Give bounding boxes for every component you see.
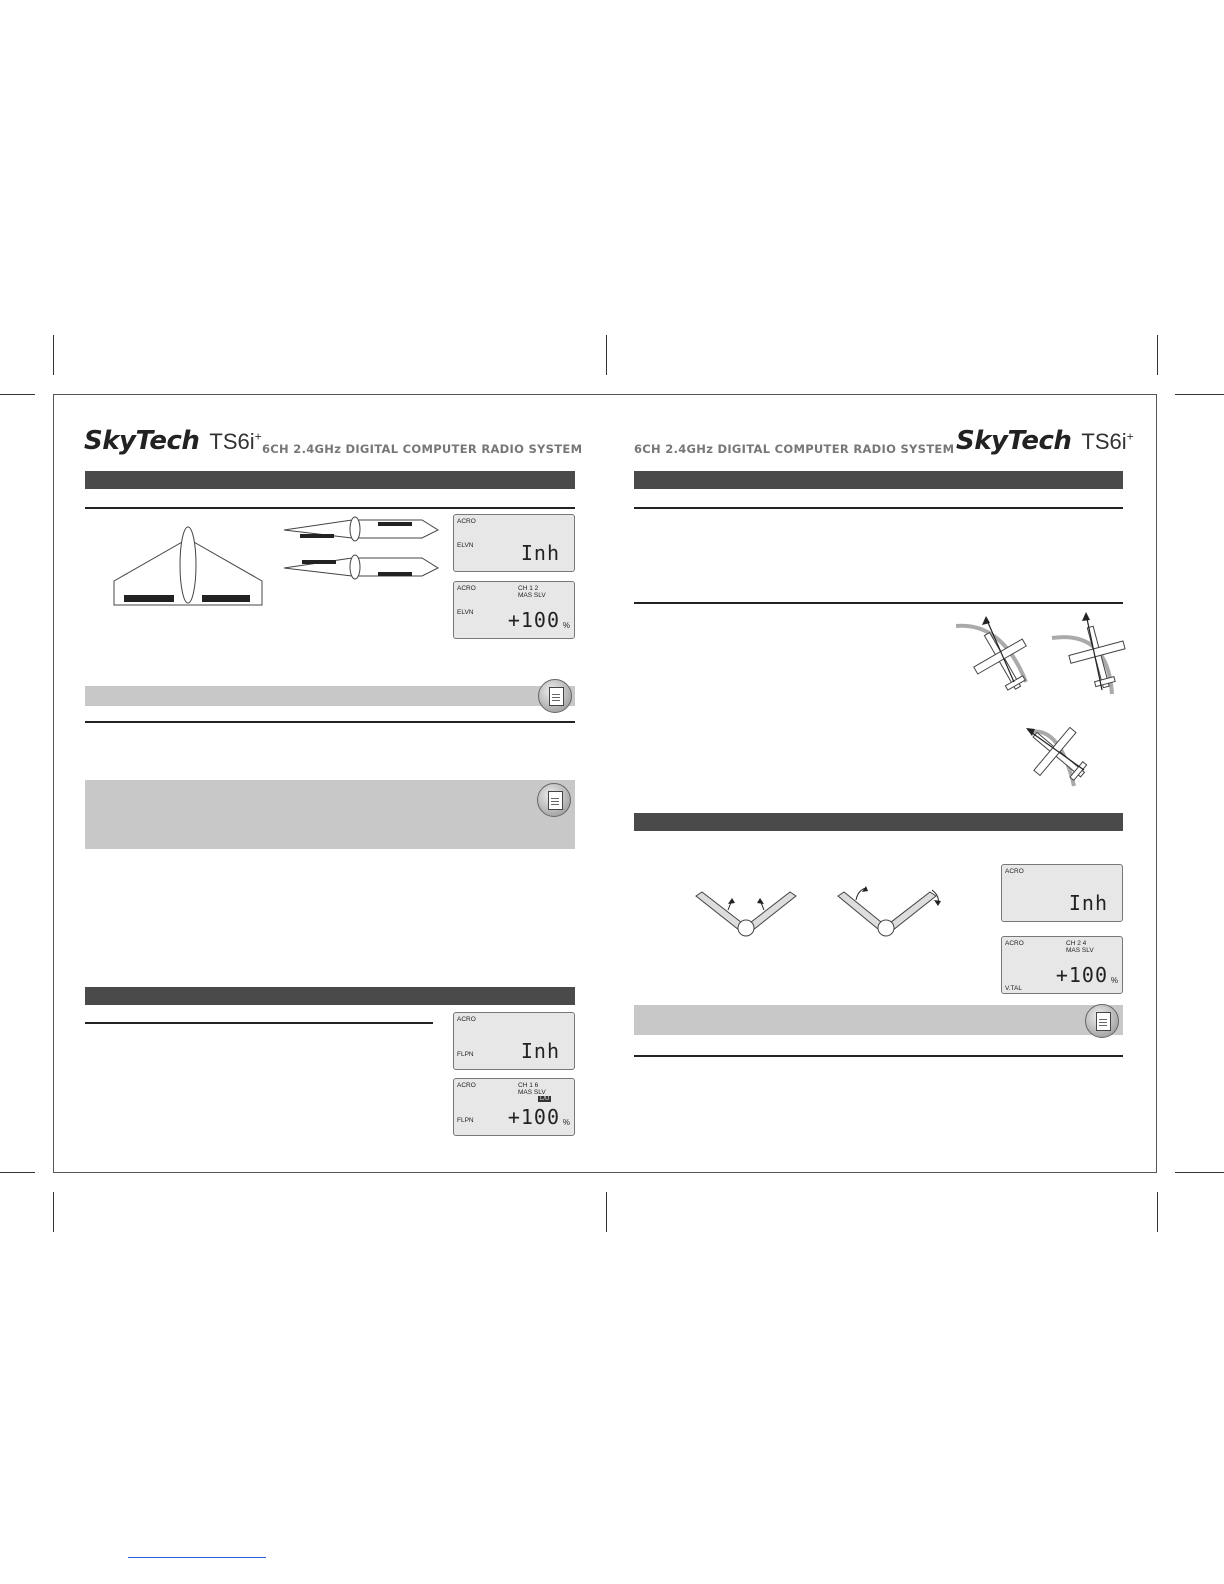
lcd-value: Inh bbox=[520, 541, 560, 565]
section-rule bbox=[634, 1055, 1123, 1057]
crop-mark bbox=[53, 335, 54, 375]
lcd-vtail-inhibit bbox=[1001, 864, 1123, 922]
lcd-value: Inh bbox=[520, 1039, 560, 1063]
section-rule bbox=[85, 721, 575, 723]
lcd-unit: % bbox=[562, 1118, 570, 1127]
lcd-function: ELVN bbox=[457, 542, 474, 549]
tagline-right: 6CH 2.4GHz DIGITAL COMPUTER RADIO SYSTEM bbox=[634, 442, 955, 456]
lcd-mas-slv: MAS SLV bbox=[518, 592, 546, 599]
section-bar-elevon bbox=[85, 471, 575, 489]
lcd-mas-slv: MAS SLV bbox=[518, 1089, 546, 1096]
crop-mark bbox=[53, 1192, 54, 1232]
section-rule bbox=[85, 1022, 433, 1024]
note-document-icon bbox=[537, 783, 571, 817]
section-bar-right-top bbox=[634, 471, 1123, 489]
aircraft-turn-diagram-a bbox=[952, 612, 1038, 698]
elevon-deflection-diagram bbox=[282, 516, 442, 582]
crop-mark bbox=[606, 335, 607, 375]
lcd-value: +100 bbox=[507, 608, 560, 632]
lcd-function: FLPN bbox=[457, 1117, 474, 1124]
aircraft-turn-diagram-b bbox=[1046, 610, 1132, 696]
lcd-elevon-inhibit bbox=[453, 514, 575, 572]
section-rule bbox=[634, 602, 1123, 604]
note-document-icon bbox=[1085, 1004, 1119, 1038]
lcd-mode: ACRO bbox=[457, 585, 476, 592]
lcd-mas-slv: MAS SLV bbox=[1066, 947, 1094, 954]
lcd-function: V.TAL bbox=[1005, 985, 1022, 992]
lcd-mode: ACRO bbox=[1005, 868, 1024, 875]
note-document-icon bbox=[538, 679, 572, 713]
lcd-tag: L/U bbox=[540, 1096, 550, 1102]
link-underline[interactable] bbox=[128, 1557, 266, 1558]
note-bar bbox=[85, 686, 575, 706]
lcd-function: FLPN bbox=[457, 1051, 474, 1058]
lcd-mode: ACRO bbox=[457, 518, 476, 525]
lcd-vtail-rate bbox=[1001, 936, 1123, 994]
lcd-channels: CH 2 4 bbox=[1066, 940, 1087, 947]
lcd-mode: ACRO bbox=[457, 1082, 476, 1089]
section-rule bbox=[85, 507, 575, 509]
lcd-unit: % bbox=[1110, 976, 1118, 985]
crop-mark bbox=[1157, 1192, 1158, 1232]
brand-name: SkyTech bbox=[84, 426, 200, 456]
lcd-unit: % bbox=[562, 621, 570, 630]
note-bar bbox=[634, 1005, 1123, 1035]
crop-mark bbox=[0, 1172, 35, 1173]
vtail-elevator-diagram bbox=[694, 888, 798, 944]
crop-mark bbox=[1175, 1172, 1224, 1173]
section-rule bbox=[634, 507, 1123, 509]
crop-mark bbox=[606, 1192, 607, 1232]
section-bar-vtail bbox=[634, 813, 1123, 831]
tagline-left: 6CH 2.4GHz DIGITAL COMPUTER RADIO SYSTEM bbox=[262, 442, 583, 456]
lcd-value: +100 bbox=[1055, 963, 1108, 987]
aircraft-turn-diagram-c bbox=[1002, 712, 1102, 790]
flying-wing-diagram bbox=[110, 525, 266, 607]
vtail-rudder-diagram bbox=[834, 882, 944, 944]
brand-logo-right bbox=[956, 426, 1134, 462]
crop-mark bbox=[1157, 335, 1158, 375]
lcd-channels: CH 1 6 bbox=[518, 1082, 539, 1089]
brand-logo-left bbox=[84, 426, 262, 462]
model-name: TS6i+ bbox=[209, 429, 262, 454]
crop-mark bbox=[1175, 394, 1224, 395]
note-panel bbox=[85, 780, 575, 849]
lcd-function: ELVN bbox=[457, 609, 474, 616]
model-name: TS6i+ bbox=[1081, 429, 1134, 454]
lcd-channels: CH 1 2 bbox=[518, 585, 539, 592]
lcd-value: +100 bbox=[507, 1105, 560, 1129]
crop-mark bbox=[0, 394, 35, 395]
brand-name: SkyTech bbox=[956, 426, 1072, 456]
lcd-mode: ACRO bbox=[457, 1016, 476, 1023]
lcd-flaperon-inhibit bbox=[453, 1012, 575, 1070]
lcd-value: Inh bbox=[1068, 891, 1108, 915]
section-bar-flaperon bbox=[85, 987, 575, 1005]
lcd-flaperon-rate bbox=[453, 1078, 575, 1136]
lcd-mode: ACRO bbox=[1005, 940, 1024, 947]
lcd-elevon-rate bbox=[453, 581, 575, 639]
